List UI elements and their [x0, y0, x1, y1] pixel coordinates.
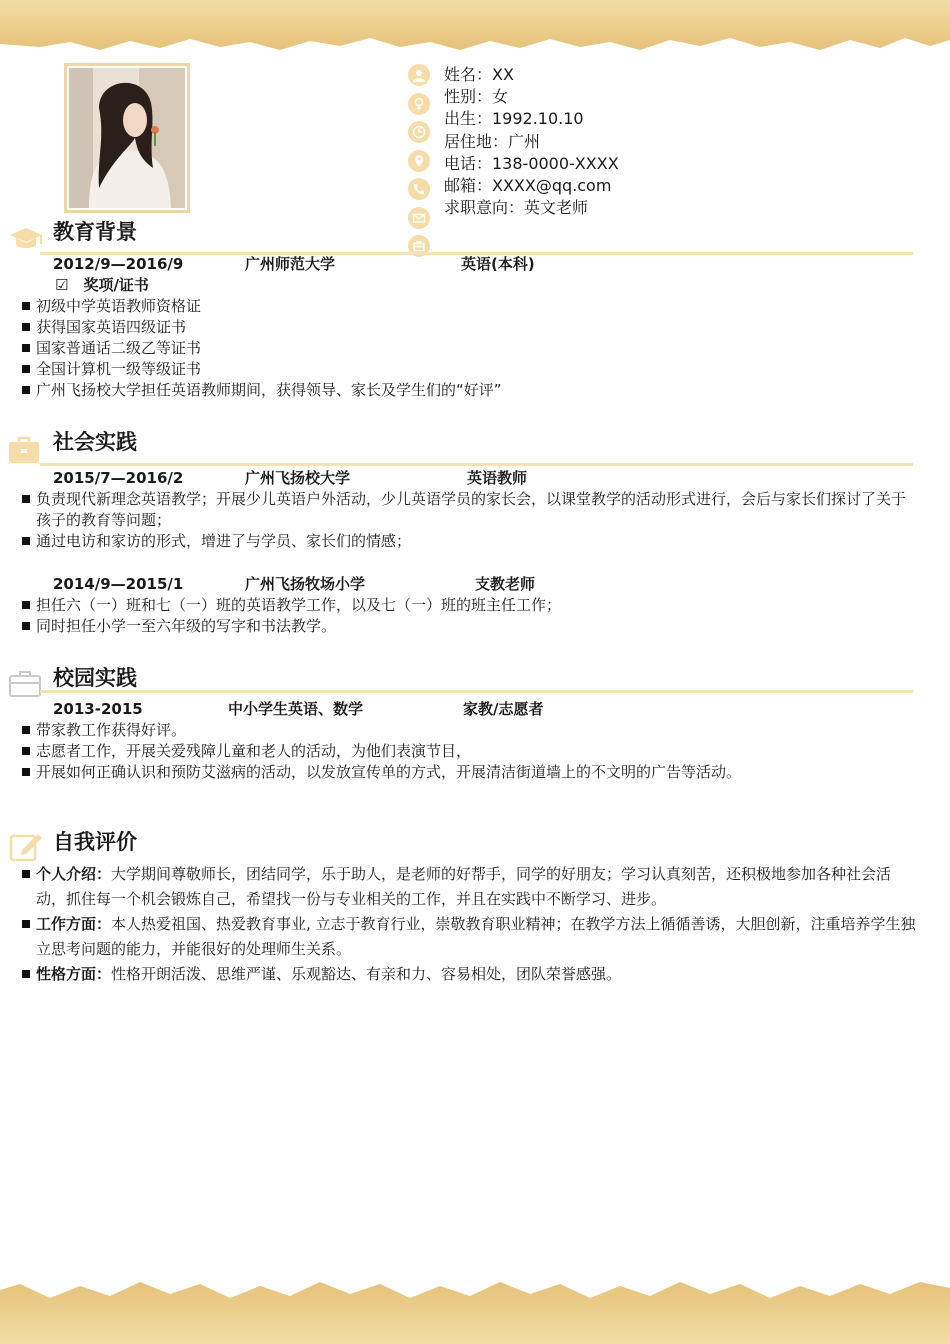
list-item	[20, 962, 918, 987]
social-entry-1-org: 广州飞扬校大学	[245, 469, 351, 487]
social-entry-2-org: 广州飞扬牧场小学	[245, 575, 366, 593]
campus-org: 中小学生英语、数学	[228, 700, 364, 718]
education-school: 广州师范大学	[245, 255, 336, 273]
profile-icons	[408, 64, 432, 264]
campus-rule	[40, 690, 913, 693]
edit-icon	[8, 830, 44, 862]
mail-icon	[408, 207, 430, 229]
email-field: 邮箱：XXXX@qq.com	[444, 175, 612, 195]
personality-text: 性格开朗活泼、思维严谨、乐观豁达、有亲和力、容易相处，团队荣誉感强。	[111, 965, 622, 983]
list-item: 初级中学英语教师资格证	[20, 296, 920, 317]
profile-photo-frame	[64, 63, 190, 213]
list-item	[20, 912, 918, 962]
residence-field: 居住地：广州	[444, 131, 541, 151]
campus-period: 2013-2015	[53, 700, 143, 718]
list-item: 开展如何正确认识和预防艾滋病的活动，以发放宣传单的方式，开展清洁街道墙上的不文明的广告等活动。	[20, 762, 920, 783]
education-major: 英语(本科)	[461, 255, 535, 273]
profile-info-list	[444, 64, 619, 219]
campus-role: 家教/志愿者	[463, 700, 544, 718]
self-intro-text: 大学期间尊敬师长，团结同学，乐于助人，是老师的好帮手，同学的好朋友；学习认真刻苦，还积极地参加各种社会活动，抓住每一个机会锻炼自己，希望找一份与专业相关的工作，并且在实践中不断学习、进步。	[36, 865, 892, 908]
self-eval-list	[20, 862, 918, 987]
awards-list	[20, 296, 920, 401]
list-item: 同时担任小学一至六年级的写字和书法教学。	[20, 616, 920, 637]
list-item: 带家教工作获得好评。	[20, 720, 920, 741]
gender-icon	[408, 93, 430, 115]
work-label: 工作方面：	[36, 915, 112, 933]
list-item: 广州飞扬校大学担任英语教师期间，获得领导、家长及学生们的“好评”	[20, 380, 920, 401]
list-item: 通过电访和家访的形式，增进了与学员、家长们的情感；	[20, 531, 920, 552]
self-intro-label: 个人介绍：	[36, 865, 112, 883]
social-entry-1-list	[20, 489, 920, 552]
graduation-cap-icon	[8, 226, 44, 252]
job-intention-field: 求职意向：英文老师	[444, 198, 589, 218]
gender-field: 性别：女	[444, 87, 509, 107]
person-icon	[408, 64, 430, 86]
list-item: 担任六（一）班和七（一）班的英语教学工作，以及七（一）班的班主任工作；	[20, 595, 920, 616]
profile-photo	[69, 68, 185, 208]
location-icon	[408, 150, 430, 172]
social-entry-1-role: 英语教师	[467, 469, 528, 487]
list-item: 志愿者工作，开展关爱残障儿童和老人的活动，为他们表演节目，	[20, 741, 920, 762]
bottom-decorative-band	[0, 1274, 950, 1344]
awards-label: ☑ 奖项/证书	[55, 276, 149, 294]
clock-icon	[408, 121, 430, 143]
work-text: 本人热爱祖国、热爱教育事业, 立志于教育行业，崇敬教育职业精神；在教学方法上循循善诱，大胆创新，注重培养学生独立思考问题的能力，并能很好的处理师生关系。	[36, 915, 916, 958]
personality-label: 性格方面：	[36, 965, 112, 983]
list-item	[20, 862, 918, 912]
suitcase-icon	[8, 434, 40, 464]
name-field: 姓名：XX	[444, 65, 514, 84]
birth-field: 出生：1992.10.10	[444, 109, 584, 129]
campus-list	[20, 720, 920, 783]
social-entry-2-list	[20, 595, 920, 637]
self-eval-title: 自我评价	[53, 830, 137, 854]
education-period: 2012/9—2016/9	[53, 255, 184, 273]
phone-field: 电话：138-0000-XXXX	[444, 153, 619, 173]
social-rule	[40, 463, 913, 466]
phone-icon	[408, 178, 430, 200]
top-decorative-band	[0, 0, 950, 60]
social-entry-2-role: 支教老师	[475, 575, 536, 593]
education-title: 教育背景	[53, 220, 137, 244]
campus-title: 校园实践	[53, 666, 137, 690]
social-entry-1-period: 2015/7—2016/2	[53, 469, 184, 487]
briefcase-outline-icon	[8, 668, 42, 698]
social-title: 社会实践	[53, 430, 137, 454]
list-item: 全国计算机一级等级证书	[20, 359, 920, 380]
list-item: 负责现代新理念英语教学；开展少儿英语户外活动，少儿英语学员的家长会，以课堂教学的活动形式进行，会后与家长们探讨了关于孩子的教育等问题；	[20, 489, 920, 531]
list-item: 国家普通话二级乙等证书	[20, 338, 920, 359]
list-item: 获得国家英语四级证书	[20, 317, 920, 338]
social-entry-2-period: 2014/9—2015/1	[53, 575, 184, 593]
